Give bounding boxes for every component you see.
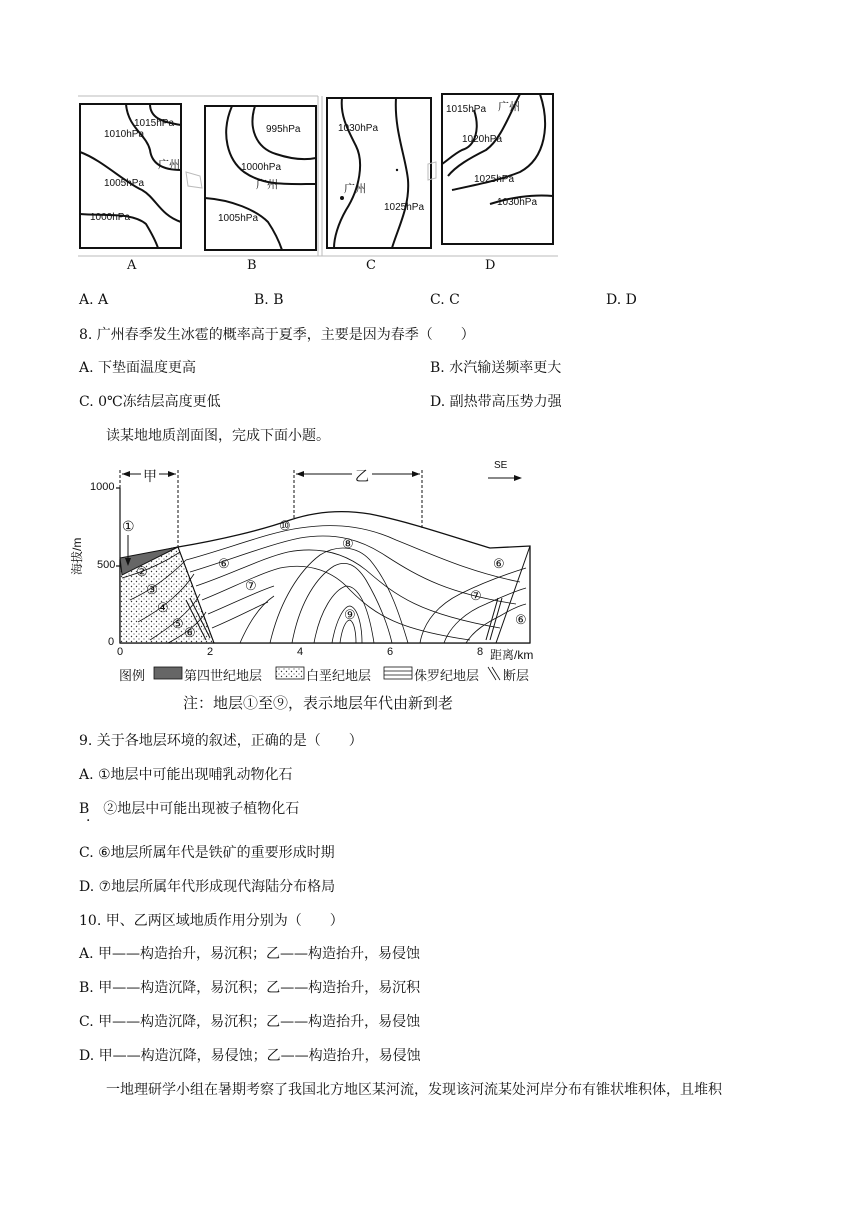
- q8-option-c[interactable]: C. 0℃冻结层高度更低: [79, 394, 221, 410]
- map-b-city: 广州: [256, 179, 278, 191]
- next-paragraph: 一地理研学小组在暑期考察了我国北方地区某河流，发现该河流某处河岸分布有锥状堆积体，且堆积: [106, 1082, 722, 1098]
- q10-option-d[interactable]: D. 甲——构造沉降，易侵蚀；乙——构造抬升，易侵蚀: [79, 1048, 421, 1064]
- layer-3: ③: [146, 582, 158, 597]
- layer-6-right: ⑥: [493, 556, 505, 571]
- layer-4: ④: [157, 600, 169, 615]
- layer-8: ⑧: [342, 536, 354, 551]
- map-d-frame: [442, 94, 553, 244]
- layer-9: ⑨: [344, 607, 356, 622]
- region-yi-label: 乙: [352, 466, 372, 486]
- legend-jurassic: 侏罗纪地层: [414, 668, 480, 683]
- layer-5: ⑤: [172, 616, 184, 631]
- map-a-isobar-1015: 1015hPa: [134, 118, 175, 129]
- map-b-isobar-1005: 1005hPa: [218, 213, 259, 224]
- q10-option-a[interactable]: A. 甲——构造抬升，易沉积；乙——构造抬升，易侵蚀: [79, 946, 421, 962]
- map-a-isobar-1000: 1000hPa: [90, 212, 131, 223]
- map-d-city: 广州: [498, 101, 520, 113]
- map-c-city: 广州: [344, 183, 366, 195]
- q8-option-a[interactable]: A. 下垫面温度更高: [79, 360, 197, 376]
- x-tick-2: 2: [207, 646, 214, 658]
- layer-7-right: ⑦: [470, 588, 482, 603]
- q8-stem: 8. 广州春季发生冰雹的概率高于夏季，主要是因为春季（ ）: [79, 327, 475, 343]
- q9-option-b-dot: ·: [86, 813, 91, 829]
- layer-1: ①: [122, 518, 135, 534]
- map-c-isobar-1030: 1030hPa: [338, 123, 379, 134]
- layer-2: ②: [136, 564, 148, 579]
- q8-option-d[interactable]: D. 副热带高压势力强: [430, 394, 562, 410]
- direction-label: SE: [494, 460, 508, 471]
- layer-6-right-bottom: ⑥: [515, 612, 527, 627]
- legend-quaternary: 第四世纪地层: [184, 668, 263, 683]
- q9-option-c[interactable]: C. ⑥地层所属年代是铁矿的重要形成时期: [79, 845, 335, 861]
- section-note: 注：地层①至⑨，表示地层年代由新到老: [183, 694, 454, 712]
- q10-option-c[interactable]: C. 甲——构造沉降，易沉积；乙——构造抬升，易侵蚀: [79, 1014, 421, 1030]
- map-d-isobar-1020: 1020hPa: [462, 134, 503, 145]
- map-a-isobar-1010: 1010hPa: [104, 129, 145, 140]
- layer-6-left: ⑥: [184, 625, 196, 640]
- map-d-isobar-1025: 1025hPa: [474, 174, 515, 185]
- legend-fault: 断层: [503, 668, 530, 683]
- q7-option-c[interactable]: C. C: [430, 292, 460, 308]
- section-intro: 读某地地质剖面图，完成下面小题。: [106, 428, 330, 444]
- layer-6-mid: ⑥: [218, 556, 230, 571]
- x-tick-4: 4: [297, 646, 304, 658]
- x-tick-6: 6: [387, 646, 394, 658]
- map-d-letter: D: [485, 258, 496, 273]
- map-c-isobar-1025: 1025hPa: [384, 202, 425, 213]
- map-a-letter: A: [127, 258, 137, 273]
- q9-stem: 9. 关于各地层环境的叙述，正确的是（ ）: [79, 733, 363, 749]
- q10-option-b[interactable]: B. 甲——构造沉降，易沉积；乙——构造抬升，易沉积: [79, 980, 421, 996]
- map-b-isobar-995: 995hPa: [266, 124, 301, 135]
- q7-option-b[interactable]: B. B: [254, 292, 284, 308]
- y-axis-label: 海拔/m: [70, 537, 84, 575]
- x-tick-8: 8: [477, 646, 484, 658]
- q8-option-b[interactable]: B. 水汽输送频率更大: [430, 360, 562, 376]
- layer-7-left: ⑦: [245, 578, 257, 593]
- q10-stem: 10. 甲、乙两区域地质作用分别为（ ）: [79, 913, 344, 929]
- y-tick-500: 500: [97, 559, 116, 571]
- q7-option-d[interactable]: D. D: [606, 292, 637, 308]
- map-b-letter: B: [247, 258, 257, 273]
- q7-option-a[interactable]: A. A: [79, 292, 109, 308]
- layer-10: ⑩: [279, 518, 291, 533]
- y-tick-0: 0: [108, 636, 115, 648]
- map-a-isobar-1005: 1005hPa: [104, 178, 145, 189]
- legend-cretaceous: 白垩纪地层: [306, 668, 372, 683]
- y-tick-1000: 1000: [90, 481, 115, 493]
- map-d-isobar-1030: 1030hPa: [497, 197, 538, 208]
- map-c-frame: [327, 98, 431, 248]
- map-a-city: 广州: [158, 159, 180, 171]
- legend-title: 图例: [119, 668, 146, 683]
- region-jia-label: 甲: [143, 468, 157, 484]
- map-b-isobar-1000: 1000hPa: [241, 162, 282, 173]
- map-c-letter: C: [366, 258, 376, 273]
- x-axis-label: 距离/km: [490, 648, 534, 662]
- x-tick-0: 0: [117, 646, 124, 658]
- isobar-maps: [0, 0, 860, 290]
- q9-option-b[interactable]: B ②地层中可能出现被子植物化石: [79, 801, 300, 817]
- q9-option-d[interactable]: D. ⑦地层所属年代形成现代海陆分布格局: [79, 879, 336, 895]
- map-d-isobar-1015: 1015hPa: [446, 104, 487, 115]
- q9-option-a[interactable]: A. ①地层中可能出现哺乳动物化石: [79, 767, 293, 783]
